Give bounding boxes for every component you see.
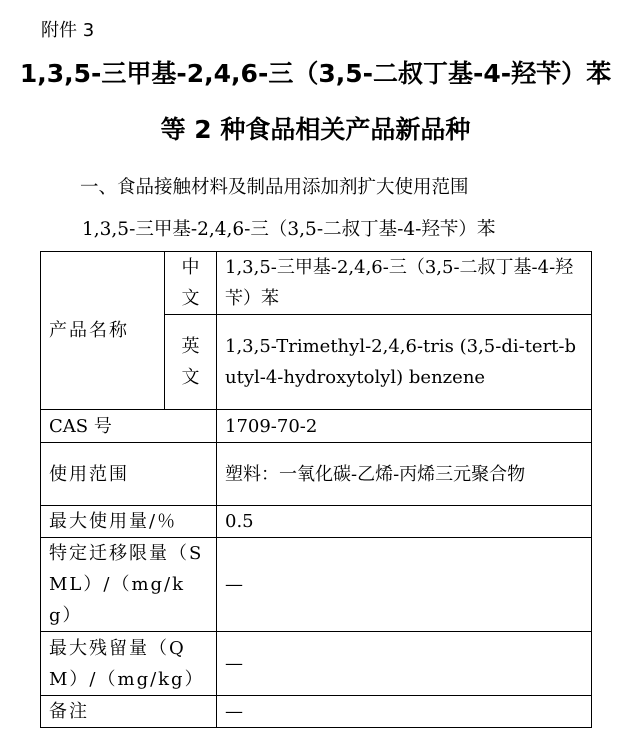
section-heading: 一、食品接触材料及制品用添加剂扩大使用范围: [80, 177, 469, 198]
english-label: 英文: [165, 315, 217, 410]
sml-value: —: [217, 538, 592, 632]
qm-label: 最大残留量（QM）/（mg/kg）: [41, 632, 217, 696]
chinese-name-value: 1,3,5-三甲基-2,4,6-三（3,5-二叔丁基-4-羟苄）苯: [217, 252, 592, 315]
table-row-remarks: [41, 696, 592, 728]
table-row-max-use: [41, 506, 592, 538]
cas-value: 1709-70-2: [217, 410, 592, 443]
table-row-sml: [41, 538, 592, 632]
attachment-label: 附件 3: [41, 20, 95, 41]
scope-label: 使用范围: [41, 443, 217, 506]
remarks-label: 备注: [41, 696, 217, 728]
chinese-label: 中文: [165, 252, 217, 315]
substance-name: 1,3,5-三甲基-2,4,6-三（3,5-二叔丁基-4-羟苄）苯: [82, 219, 496, 240]
table-row-qm: [41, 632, 592, 696]
max-use-label: 最大使用量/％: [41, 506, 217, 538]
english-name-value: 1,3,5-Trimethyl-2,4,6-tris (3,5-di-tert-butyl-4-hydroxytolyl) benzene: [217, 315, 592, 410]
remarks-value: —: [217, 696, 592, 728]
sml-label: 特定迁移限量（SML）/（mg/kg）: [41, 538, 217, 632]
table-row-chinese-name: [41, 252, 592, 315]
document-title-line-1: 1,3,5-三甲基-2,4,6-三（3,5-二叔丁基-4-羟苄）苯: [19, 59, 612, 88]
table-row-scope: [41, 443, 592, 506]
document-title-line-2: 等 2 种食品相关产品新品种: [160, 115, 471, 144]
qm-value: —: [217, 632, 592, 696]
specification-table: [40, 251, 592, 728]
cas-label: CAS 号: [41, 410, 217, 443]
scope-value: 塑料：一氧化碳-乙烯-丙烯三元聚合物: [217, 443, 592, 506]
max-use-value: 0.5: [217, 506, 592, 538]
table-row-cas: [41, 410, 592, 443]
product-name-label: 产品名称: [41, 252, 165, 410]
